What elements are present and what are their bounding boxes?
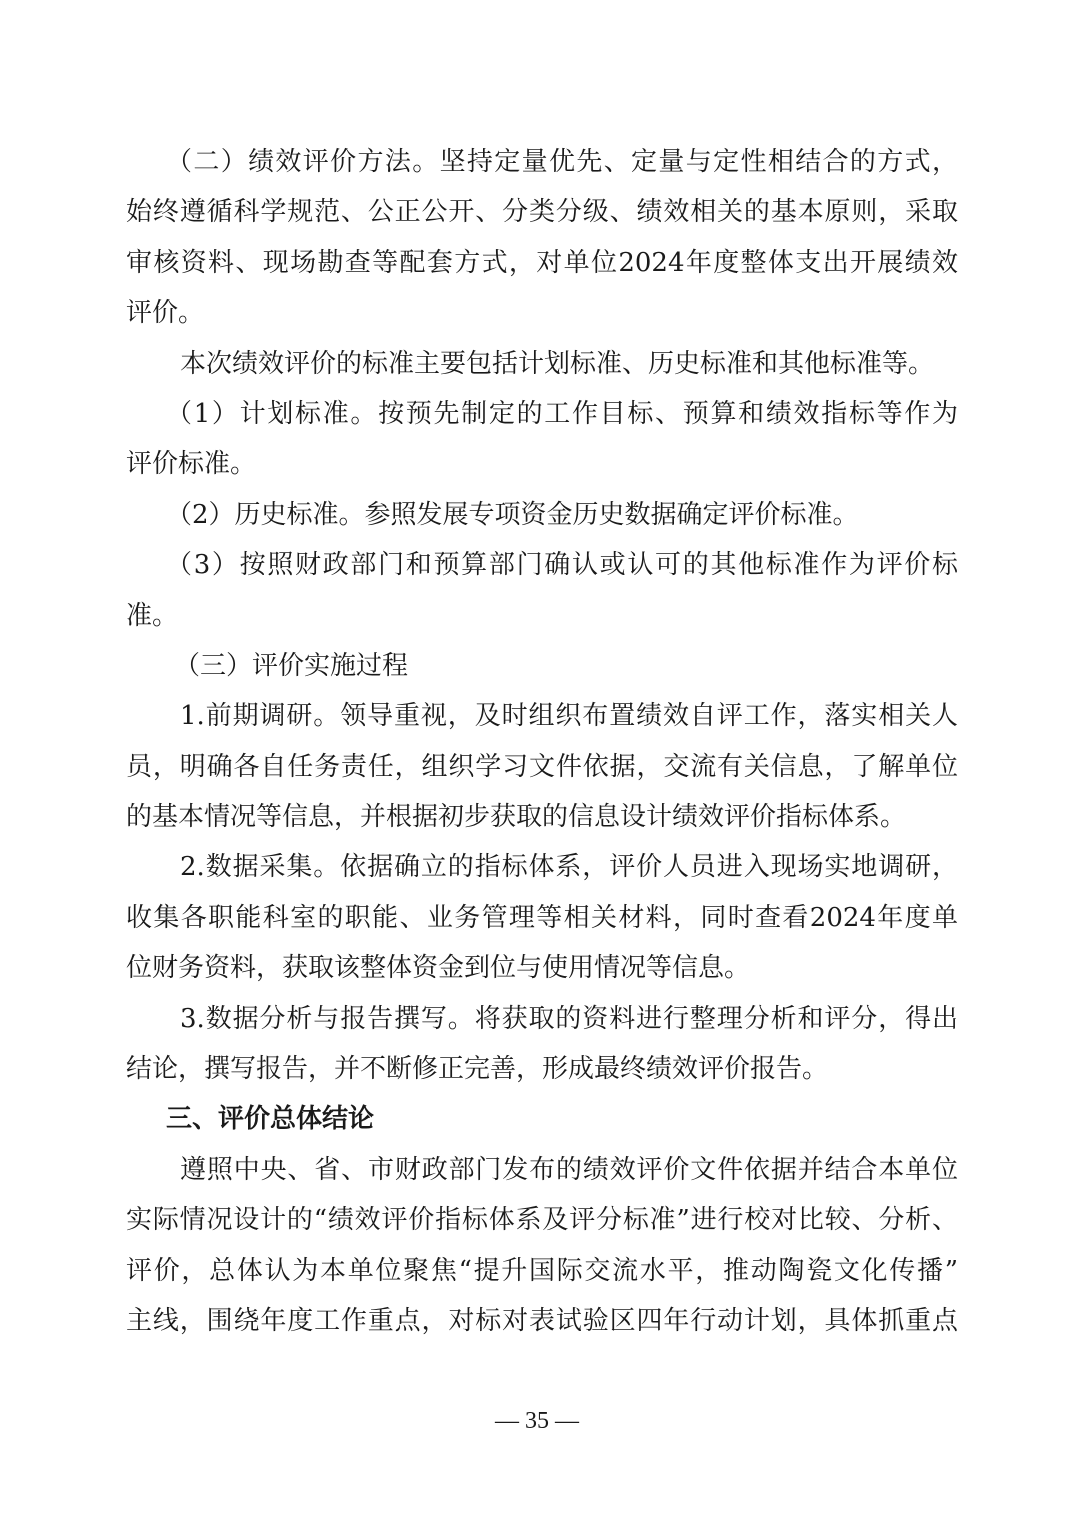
text-line: 评价，总体认为本单位聚焦“提升国际交流水平，推动陶瓷文化传播”: [126, 1255, 958, 1286]
text-line: （1）计划标准。按预先制定的工作目标、预算和绩效指标等作为: [166, 398, 958, 429]
text-line: 1.前期调研。领导重视，及时组织布置绩效自评工作，落实相关人: [180, 701, 958, 732]
text-line: （三）评价实施过程: [174, 650, 409, 681]
paragraph: [126, 994, 958, 1095]
document-body: [126, 137, 958, 1346]
paragraph: [126, 339, 958, 389]
text-line: 员，明确各自任务责任，组织学习文件依据，交流有关信息，了解单位: [126, 751, 958, 782]
paragraph: [126, 540, 958, 641]
text-line: 收集各职能科室的职能、业务管理等相关材料，同时查看2024年度单: [126, 902, 958, 933]
subsection-heading: [126, 641, 958, 691]
text-line: 结论，撰写报告，并不断修正完善，形成最终绩效评价报告。: [126, 1054, 829, 1085]
text-line: 审核资料、现场勘查等配套方式，对单位2024年度整体支出开展绩效: [126, 247, 958, 278]
text-line: 主线，围绕年度工作重点，对标对表试验区四年行动计划，具体抓重点: [126, 1305, 958, 1336]
text-line: 始终遵循科学规范、公正公开、分类分级、绩效相关的基本原则，采取: [126, 197, 958, 228]
text-line: 准。: [126, 600, 179, 631]
text-line: 2.数据采集。依据确立的指标体系，评价人员进入现场实地调研，: [180, 852, 958, 883]
paragraph: [126, 490, 958, 540]
paragraph: [126, 137, 958, 339]
text-line: 本次绩效评价的标准主要包括计划标准、历史标准和其他标准等。: [180, 348, 935, 379]
section-heading: [126, 1094, 958, 1144]
paragraph: [126, 389, 958, 490]
paragraph: [126, 842, 958, 993]
text-line: 实际情况设计的“绩效评价指标体系及评分标准”进行校对比较、分析、: [126, 1205, 958, 1236]
text-line: 3.数据分析与报告撰写。将获取的资料进行整理分析和评分，得出: [180, 1003, 958, 1034]
text-line: 位财务资料，获取该整体资金到位与使用情况等信息。: [126, 953, 751, 984]
text-line: 遵照中央、省、市财政部门发布的绩效评价文件依据并结合本单位: [180, 1154, 958, 1185]
text-line: 的基本情况等信息，并根据初步获取的信息设计绩效评价指标体系。: [126, 802, 907, 833]
paragraph: [126, 691, 958, 842]
text-line: 评价标准。: [126, 449, 257, 480]
text-line: 三、评价总体结论: [166, 1104, 375, 1135]
text-line: 评价。: [126, 298, 205, 329]
text-line: （3）按照财政部门和预算部门确认或认可的其他标准作为评价标: [166, 550, 958, 581]
page-number: — 35 —: [495, 1408, 579, 1434]
text-line: （二）绩效评价方法。坚持定量优先、定量与定性相结合的方式，: [166, 147, 958, 177]
text-line: （2）历史标准。参照发展专项资金历史数据确定评价标准。: [166, 499, 859, 530]
paragraph: [126, 1145, 958, 1347]
